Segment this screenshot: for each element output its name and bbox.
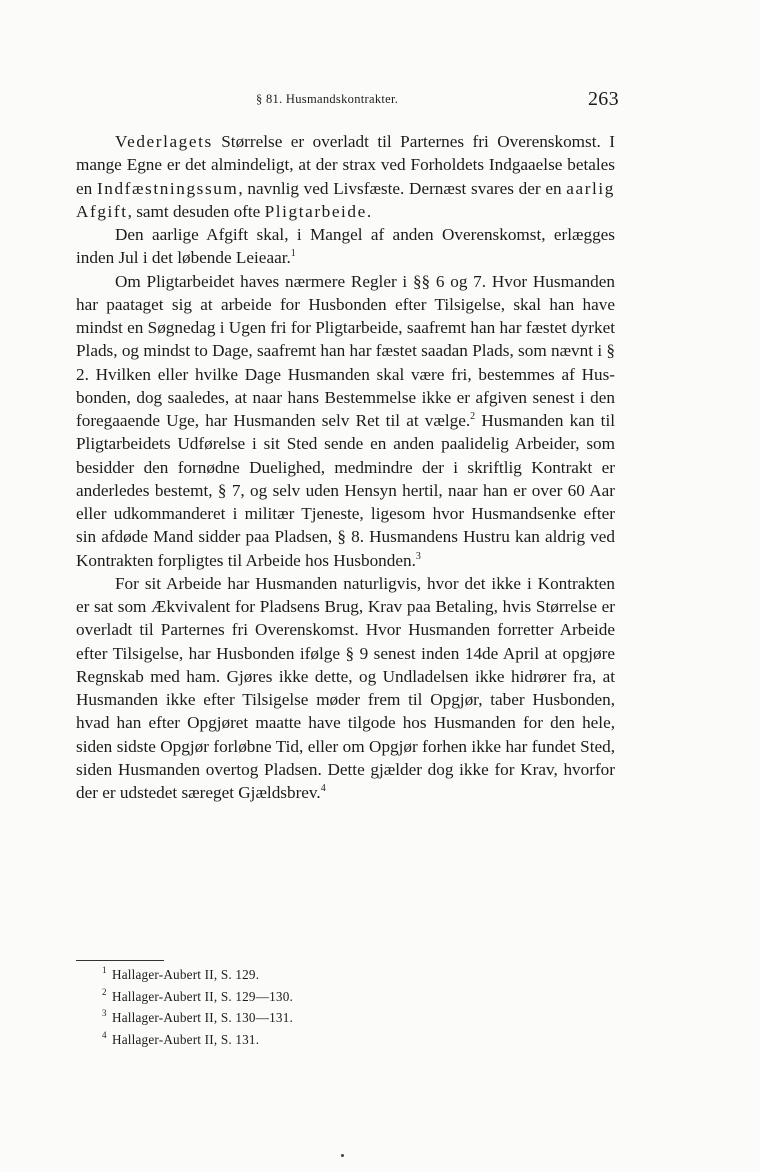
paragraph (76, 270, 615, 572)
spaced-term: Vederlagets (115, 132, 213, 151)
paragraph (76, 572, 615, 805)
text-run: Den aarlige Afgift skal, i Mangel af anden Overenskomst, erlægges inden Jul i det løbende Leieaar. (76, 225, 615, 268)
text-run: Husmanden kan til Pligtarbeidets Udførelse i sit Sted sende en anden paalidelig Arbeider, som besidder den fornødne Duelighed, medmindre der i skriftlig Kontrakt er anderledes bestemt, § 7, og selv uden Hensyn hertil, naar han er over 60 Aar eller udkommanderet i militær Tjeneste, ligesom hvor Husmandsenke efter sin afdøde Mand sidder paa Pladsen, § 8. Husmandens Hustru kan aldrig ved Kontrakten forpligtes til Arbeide hos Husbonden. (76, 411, 615, 570)
footnote-ref: 1 (290, 248, 296, 260)
text-run: , samt desuden ofte (127, 201, 265, 221)
footnote (102, 1029, 532, 1051)
paragraph (76, 130, 615, 223)
footnote (102, 1007, 532, 1029)
footnote-mark: 2 (102, 986, 107, 997)
section-title: § 81. Husmandskontrakter. (256, 92, 399, 106)
paper-speck (341, 1154, 344, 1157)
footnote-mark: 3 (102, 1008, 107, 1018)
footnotes (102, 964, 532, 1050)
text-run: . (366, 201, 372, 221)
footnote (102, 986, 532, 1008)
text-run: For sit Arbeide har Husmanden naturligvis, hvor det ikke i Kontrakten er sat som Ækvivalent for Pladsens Brug, Krav paa Betaling, hvis Størrelse er overladt til Parternes fri Overenskomst. Hvor Husmanden forretter Arbeide efter Tilsigelse, har Husbonden ifølge § 9 senest inden 14de April at opgjøre Regnskab med ham. Gjøres ikke dette, og Undladelsen ikke hidrører fra, at Husmanden ikke efter Tilsigelse møder frem til Opgjør, taber Husbonden, hvad han efter Opgjøret maatte have tilgode hos Husmanden for den hele, siden sidste Opgjør forløbne Tid, eller om Opgjør forhen ikke har fundet Sted, siden Husmanden overtog Pladsen. Dette gjælder dog ikke for Krav, hvorfor der er udstedet særeget Gjældsbrev. (76, 573, 615, 802)
text-run: Størrelse er overladt til Parternes fri Overenskomst. I mange Egne er det almindeligt, at der strax ved Forholdets Indgaaelse betales en (76, 132, 615, 198)
footnote-text: Hallager-Aubert II, S. 131. (112, 1031, 260, 1047)
footnote-mark: 4 (102, 1029, 107, 1040)
spaced-term: aarlig Afgift (76, 178, 615, 221)
footnote-text: Hallager-Aubert II, S. 130—131. (112, 1010, 293, 1025)
spaced-term: Indfæstningssum (96, 178, 239, 198)
text-run: , navnlig ved Livsfæste. Dernæst svares der en (238, 178, 567, 198)
text-run: Om Pligtarbeidet haves nærmere Regler i §§ 6 og 7. Hvor Husmanden har paataget sig at arbeide for Husbonden efter Tilsigelse, skal han have mindst en Søgnedag i Ugen fri for Pligtarbeide, saafremt han har fæstet dyrket Plads, og mindst to Dage, saafremt han har fæstet saadan Plads, som nævnt i § 2. Hvilken eller hvilke Dage Husmanden skal være fri, bestemmes af Husbonden, dog saaledes, at naar hans Bestemmelse ikke er afgiven senest i den foregaaende Uge, har Husmanden selv Ret til at vælge. (76, 271, 615, 430)
footnote-ref: 2 (470, 411, 476, 422)
paragraph (76, 223, 615, 270)
footnote-text: Hallager-Aubert II, S. 129—130. (112, 988, 293, 1004)
spaced-term: Pligtarbeide (264, 201, 367, 221)
footnote (102, 964, 532, 986)
body-text (76, 130, 615, 804)
footnote-ref: 4 (320, 783, 326, 794)
footnote-ref: 3 (415, 550, 421, 562)
page-number: 263 (588, 88, 619, 110)
footnote-text: Hallager-Aubert II, S. 129. (112, 967, 260, 982)
footnote-rule (76, 960, 164, 961)
footnote-mark: 1 (102, 965, 107, 975)
